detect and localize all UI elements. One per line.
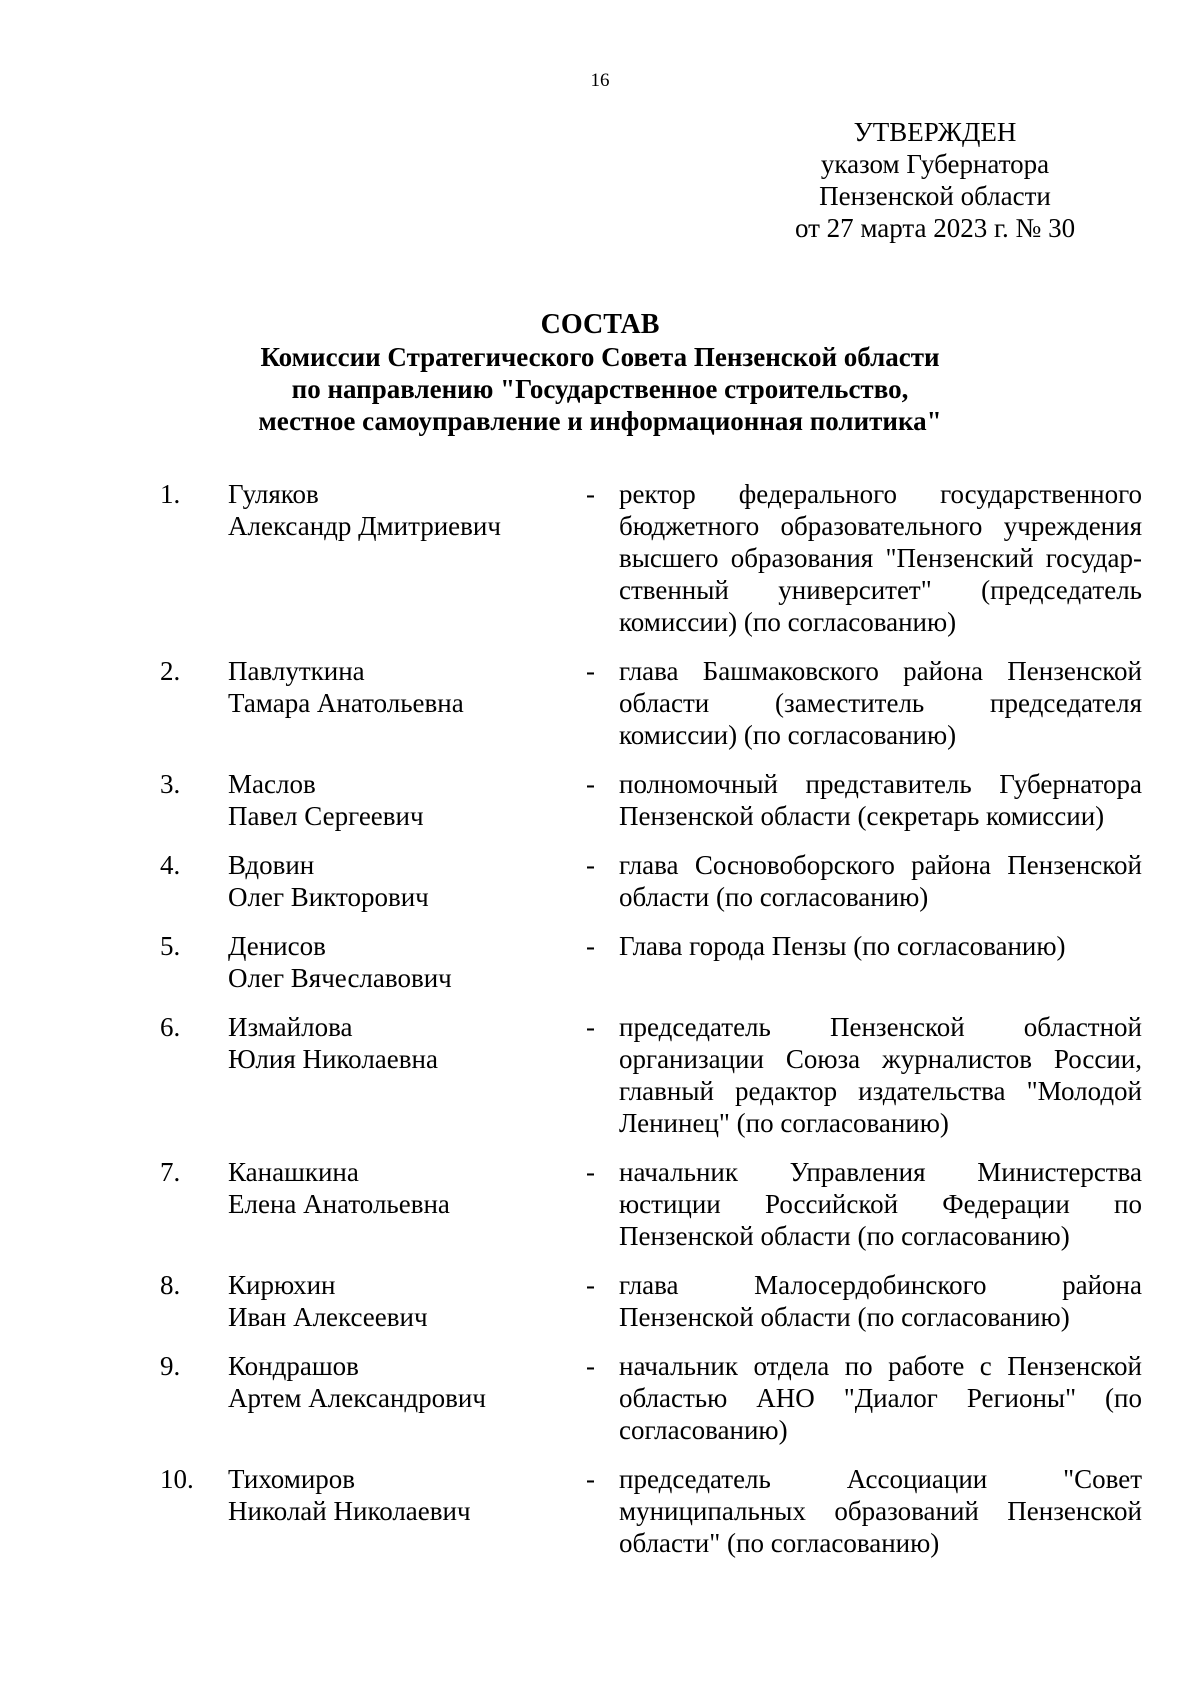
member-description: глава Малосердобинского района Пензенской области (по согласованию): [619, 1270, 1142, 1332]
member-dash: -: [586, 1157, 595, 1187]
member-number: 1.: [160, 479, 181, 509]
member-given-names: Николай Николаевич: [228, 1496, 471, 1526]
member-given-names: Александр Дмитриевич: [228, 511, 501, 541]
title-line-3: местное самоуправление и информационная политика": [258, 406, 942, 436]
member-row: [0, 849, 1200, 913]
member-number: 2.: [160, 656, 181, 686]
member-row: [0, 1011, 1200, 1139]
member-given-names: Павел Сергеевич: [228, 801, 424, 831]
member-row: [0, 1269, 1200, 1333]
page-number: 16: [590, 70, 610, 91]
member-dash: -: [586, 850, 595, 880]
member-surname: Кондрашов: [228, 1351, 359, 1381]
member-dash: -: [586, 1464, 595, 1494]
member-number: 9.: [160, 1351, 181, 1381]
member-description: председатель Ассоциации "Совет муниципальных образований Пензенской области" (по согласованию): [619, 1464, 1142, 1558]
member-given-names: Тамара Анатольевна: [228, 688, 464, 718]
member-name: [228, 1463, 568, 1527]
member-dash: -: [586, 479, 595, 509]
member-row: [0, 655, 1200, 751]
member-row: [0, 930, 1200, 994]
member-surname: Гуляков: [228, 479, 319, 509]
title-heading: СОСТАВ: [540, 309, 660, 340]
approval-line-date: от 27 марта 2023 г. № 30: [794, 213, 1076, 243]
member-number: 3.: [160, 769, 181, 799]
member-description: начальник отдела по работе с Пензенской областью АНО "Диалог Регионы" (по согласованию): [619, 1351, 1142, 1445]
member-surname: Денисов: [228, 931, 326, 961]
member-number: 10.: [160, 1464, 194, 1494]
member-name: [228, 930, 568, 994]
member-description: глава Сосновоборского района Пензенской области (по согласованию): [619, 850, 1142, 912]
approval-line-decree: указом Губернатора: [820, 149, 1050, 179]
member-surname: Тихомиров: [228, 1464, 356, 1494]
member-dash: -: [586, 1351, 595, 1381]
member-surname: Измайлова: [228, 1012, 353, 1042]
member-number: 7.: [160, 1157, 181, 1187]
member-description: глава Башмаковского района Пензенской области (заместитель председателя комиссии) (по согласованию): [619, 656, 1142, 750]
member-description: полномочный представитель Губернатора Пензенской области (секретарь комиссии): [619, 769, 1142, 831]
member-surname: Маслов: [228, 769, 316, 799]
title-line-2: по направлению "Государственное строительство,: [291, 374, 909, 404]
member-name: [228, 478, 568, 542]
member-given-names: Артем Александрович: [228, 1383, 486, 1413]
member-surname: Павлуткина: [228, 656, 365, 686]
member-name: [228, 1269, 568, 1333]
member-surname: Кирюхин: [228, 1270, 336, 1300]
member-row: [0, 1350, 1200, 1446]
member-given-names: Иван Алексеевич: [228, 1302, 428, 1332]
approval-line-approved: УТВЕРЖДЕН: [853, 117, 1017, 147]
member-name: [228, 768, 568, 832]
member-list: [0, 478, 1200, 1576]
member-name: [228, 1350, 568, 1414]
approval-stamp: [780, 116, 1090, 244]
member-row: [0, 1156, 1200, 1252]
member-number: 6.: [160, 1012, 181, 1042]
member-surname: Канашкина: [228, 1157, 359, 1187]
member-name: [228, 655, 568, 719]
title-line-1: Комиссии Стратегического Совета Пензенской области: [260, 342, 940, 372]
member-number: 5.: [160, 931, 181, 961]
member-name: [228, 1011, 568, 1075]
member-surname: Вдовин: [228, 850, 315, 880]
member-row: [0, 768, 1200, 832]
member-name: [228, 849, 568, 913]
member-description: начальник Управления Министерства юстиции Российской Федерации по Пензенской области (по согласованию): [619, 1157, 1142, 1251]
member-name: [228, 1156, 568, 1220]
member-description: Глава города Пензы (по согласованию): [619, 931, 1066, 961]
approval-line-region: Пензенской области: [819, 181, 1051, 211]
document-title: [0, 309, 1200, 437]
member-row: [0, 478, 1200, 638]
member-given-names: Олег Викторович: [228, 882, 429, 912]
member-given-names: Елена Анатольевна: [228, 1189, 450, 1219]
member-number: 4.: [160, 850, 181, 880]
member-row: [0, 1463, 1200, 1559]
member-dash: -: [586, 769, 595, 799]
member-number: 8.: [160, 1270, 181, 1300]
member-dash: -: [586, 656, 595, 686]
member-dash: -: [586, 1012, 595, 1042]
member-given-names: Юлия Николаевна: [228, 1044, 438, 1074]
member-dash: -: [586, 1270, 595, 1300]
member-description: председатель Пензенской областной организации Союза журналистов России, главный редактор издательства "Молодой Ленинец" (по согласованию): [619, 1012, 1142, 1138]
member-given-names: Олег Вячеславович: [228, 963, 452, 993]
member-dash: -: [586, 931, 595, 961]
member-description: ректор федерального государственного бюджетного образовательного учреждения высшего образования "Пензенский государ-ственный университет" (председатель комиссии) (по согласованию): [619, 479, 1142, 637]
